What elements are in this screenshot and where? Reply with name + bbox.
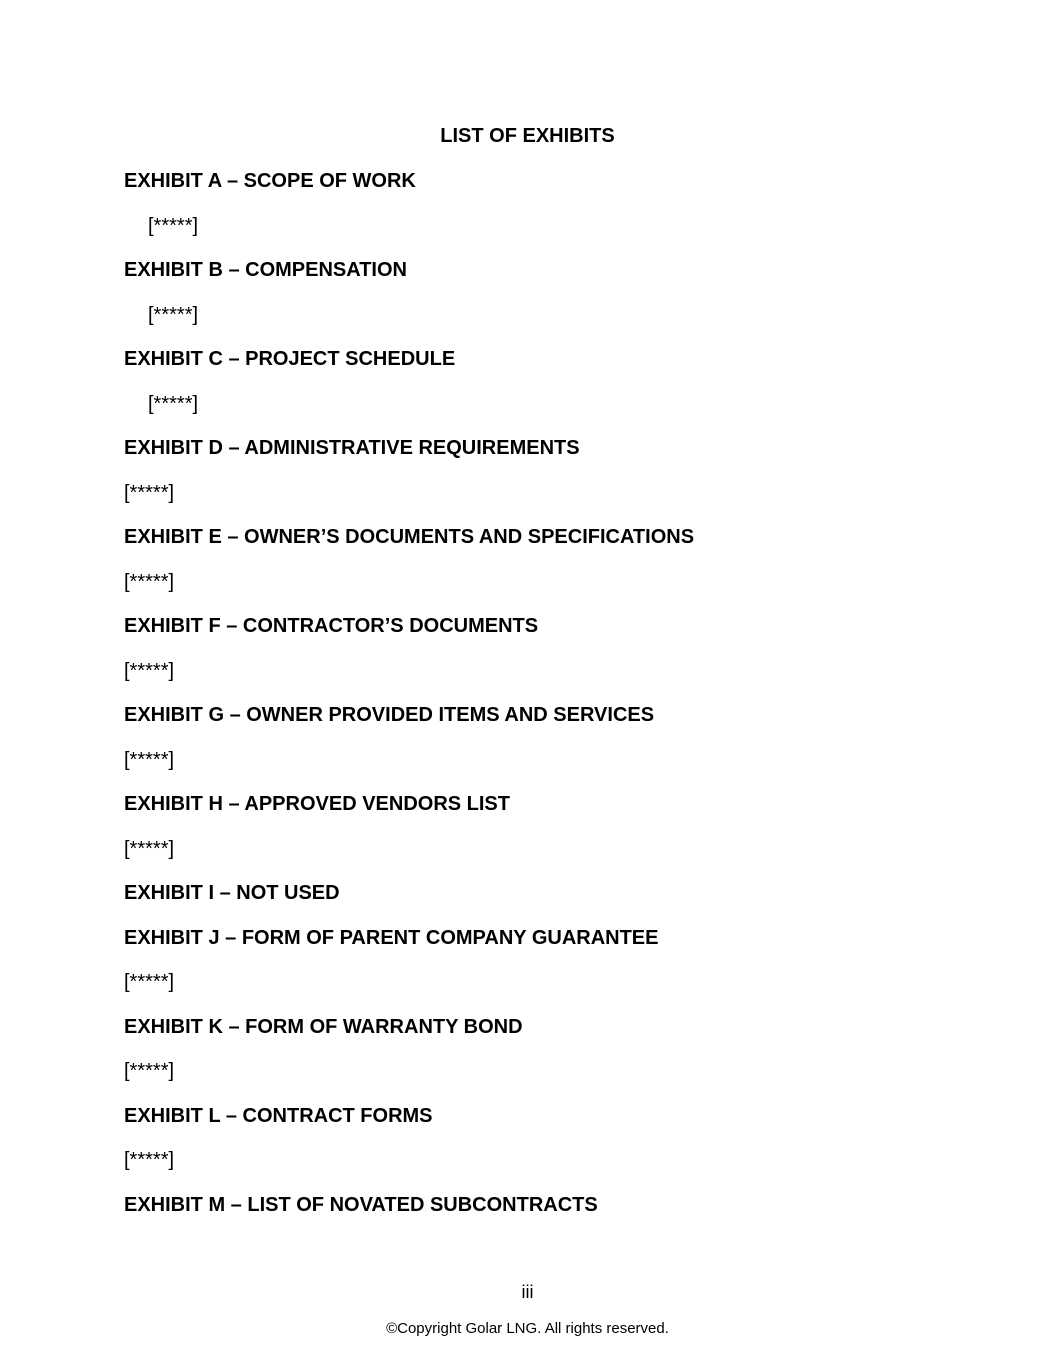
exhibit-entry — [124, 881, 984, 905]
exhibit-redacted-content: [*****] — [124, 748, 175, 771]
exhibit-entry — [124, 1104, 984, 1173]
exhibit-heading: EXHIBIT I – NOT USED — [124, 882, 340, 904]
exhibit-heading: EXHIBIT D – ADMINISTRATIVE REQUIREMENTS — [124, 437, 580, 459]
exhibit-heading: EXHIBIT G – OWNER PROVIDED ITEMS AND SERVICES — [124, 704, 655, 726]
exhibit-redacted-content: [*****] — [124, 659, 175, 682]
exhibit-heading: EXHIBIT B – COMPENSATION — [124, 259, 407, 281]
exhibit-redacted-content: [*****] — [124, 481, 175, 504]
page-title: LIST OF EXHIBITS — [440, 125, 615, 147]
exhibit-redacted-content: [*****] — [148, 214, 199, 237]
exhibit-redacted-content: [*****] — [124, 971, 175, 993]
exhibit-redacted-content: [*****] — [148, 303, 199, 326]
exhibit-heading: EXHIBIT J – FORM OF PARENT COMPANY GUARANTEE — [124, 926, 659, 949]
exhibit-entry — [124, 347, 984, 416]
page-number: iii — [521, 1282, 534, 1302]
copyright-notice: ©Copyright Golar LNG. All rights reserved. — [386, 1320, 669, 1337]
exhibit-heading: EXHIBIT M – LIST OF NOVATED SUBCONTRACTS — [124, 1193, 598, 1216]
exhibit-entry — [124, 926, 984, 995]
exhibit-entry — [124, 1193, 984, 1217]
exhibit-entry — [124, 169, 984, 238]
exhibit-heading: EXHIBIT E – OWNER’S DOCUMENTS AND SPECIFICATIONS — [124, 526, 695, 548]
exhibit-entry — [124, 792, 984, 861]
exhibit-heading: EXHIBIT H – APPROVED VENDORS LIST — [124, 793, 510, 815]
exhibit-redacted-content: [*****] — [124, 1060, 175, 1082]
exhibit-entry — [124, 436, 984, 505]
exhibit-list — [124, 169, 984, 1237]
exhibit-heading: EXHIBIT L – CONTRACT FORMS — [124, 1104, 433, 1127]
exhibit-heading: EXHIBIT C – PROJECT SCHEDULE — [124, 348, 456, 370]
exhibit-redacted-content: [*****] — [124, 1149, 175, 1171]
exhibit-entry — [124, 614, 984, 683]
exhibit-redacted-content: [*****] — [148, 392, 199, 415]
exhibit-entry — [124, 525, 984, 594]
exhibit-redacted-content: [*****] — [124, 837, 175, 860]
exhibit-heading: EXHIBIT K – FORM OF WARRANTY BOND — [124, 1015, 523, 1038]
exhibit-redacted-content: [*****] — [124, 570, 175, 593]
exhibit-heading: EXHIBIT A – SCOPE OF WORK — [124, 170, 416, 192]
exhibit-entry — [124, 258, 984, 327]
exhibit-heading: EXHIBIT F – CONTRACTOR’S DOCUMENTS — [124, 615, 539, 637]
exhibit-entry — [124, 703, 984, 772]
exhibit-entry — [124, 1015, 984, 1084]
